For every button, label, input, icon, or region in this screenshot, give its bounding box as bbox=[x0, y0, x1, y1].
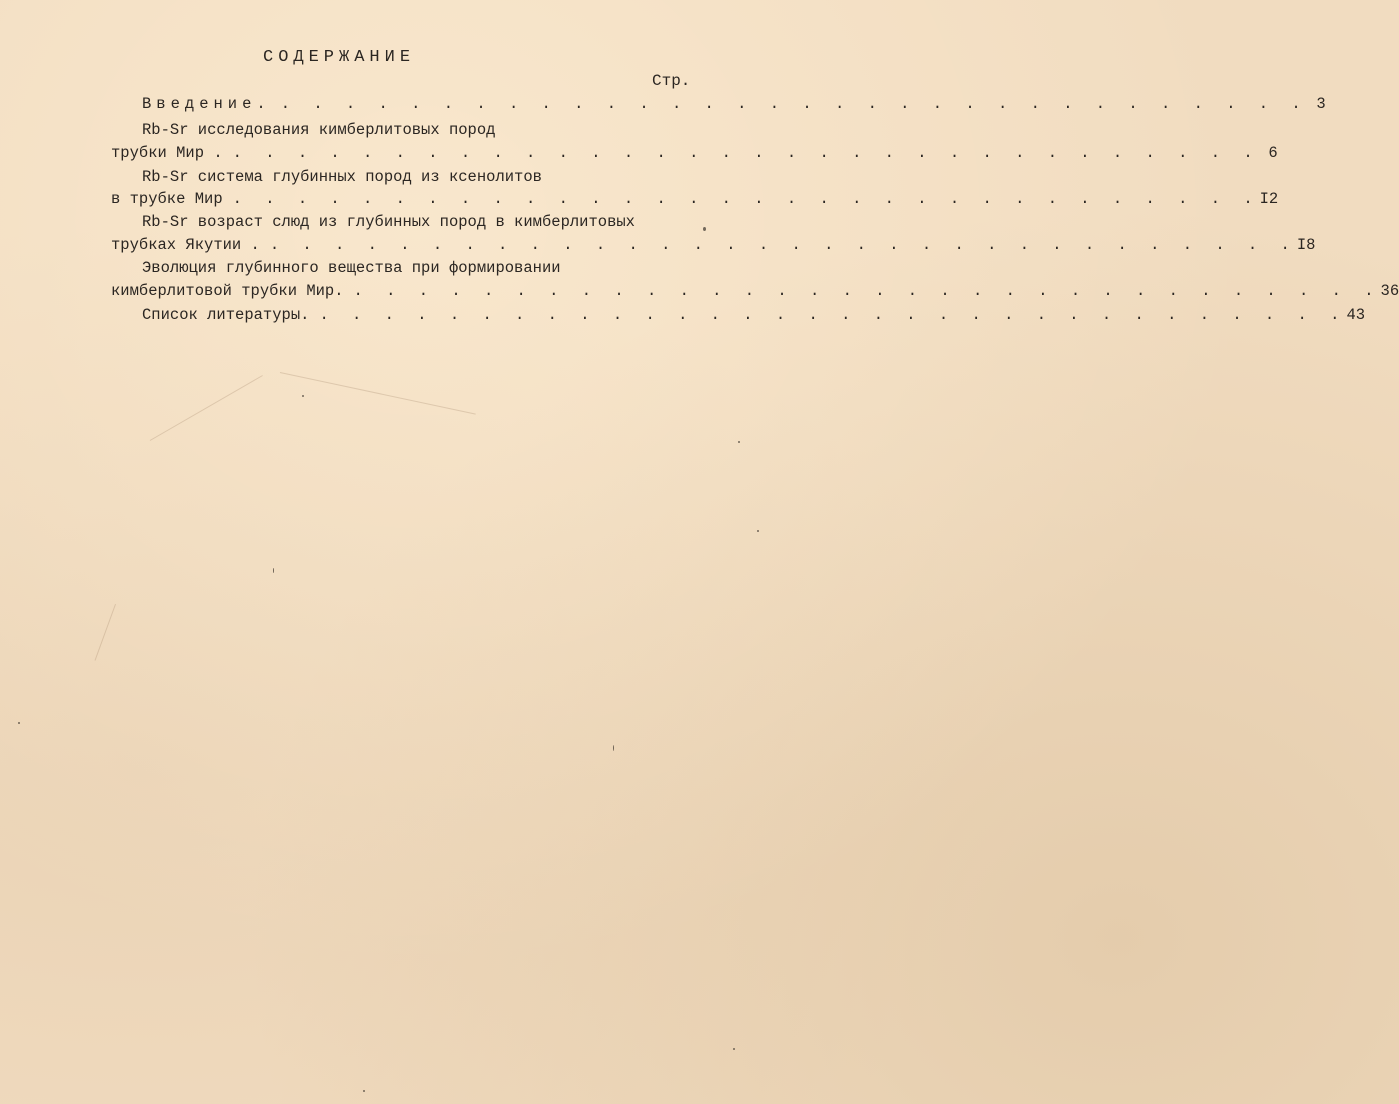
paper-speck bbox=[18, 722, 20, 724]
toc-entry-evolution-line1 bbox=[142, 259, 686, 281]
toc-entry-title-cont: трубках Якутии . bbox=[111, 236, 260, 254]
paper-crease bbox=[150, 375, 263, 441]
dot-leader: . . . . . . . . . . . . . . . . . . . . . . . . . . . . . . . . bbox=[232, 190, 1260, 208]
toc-entry-references bbox=[142, 306, 1366, 328]
toc-entry-page: I8 bbox=[1296, 236, 1316, 254]
toc-entry-rbsr-micas-line1 bbox=[142, 213, 686, 235]
toc-entry-title: Эволюция глубинного вещества при формировании bbox=[142, 259, 561, 277]
toc-entry-title: Rb-Sr возраст слюд из глубинных пород в кимберлитовых bbox=[142, 213, 635, 231]
page-title: СОДЕРЖАНИЕ bbox=[263, 48, 416, 67]
toc-entry-title-cont: кимберлитовой трубки Мир. bbox=[111, 282, 344, 300]
dot-leader: . . . . . . . . . . . . . . . . . . . . . . . . . . . . . . . . bbox=[269, 236, 1297, 254]
paper-speck bbox=[738, 441, 740, 443]
paper-speck bbox=[613, 745, 614, 751]
toc-entry-rbsr-kimberlites-line2 bbox=[111, 144, 1278, 166]
page-column-header: Стр. bbox=[652, 72, 691, 90]
toc-entry-title: Список литературы. bbox=[142, 306, 310, 324]
toc-entry-evolution-line2 bbox=[111, 282, 1399, 304]
paper-crease bbox=[95, 604, 116, 661]
toc-entry-title-cont: трубки Мир . bbox=[111, 144, 223, 162]
toc-entry-title: Rb-Sr система глубинных пород из ксенолитов bbox=[142, 168, 542, 186]
toc-entry-title: Введение. bbox=[142, 95, 271, 113]
dot-leader: . . . . . . . . . . . . . . . . . . . . . . . . . . . . . . . . bbox=[280, 95, 1308, 113]
paper-speck bbox=[302, 395, 304, 397]
paper-speck bbox=[733, 1048, 735, 1050]
toc-entry-page: 36 bbox=[1380, 282, 1399, 300]
toc-entry-page: 43 bbox=[1346, 306, 1366, 324]
dot-leader: . . . . . . . . . . . . . . . . . . . . . . . . . . . . . . . . bbox=[353, 282, 1381, 300]
paper-crease bbox=[280, 372, 476, 415]
toc-entry-title-cont: в трубке Мир bbox=[111, 190, 223, 208]
toc-entry-page: 3 bbox=[1316, 95, 1326, 113]
toc-entry-rbsr-xenoliths-line1 bbox=[142, 168, 686, 190]
dot-leader: . . . . . . . . . . . . . . . . . . . . . . . . . . . . . . . . bbox=[232, 144, 1260, 162]
paper-speck bbox=[363, 1090, 365, 1092]
dot-leader: . . . . . . . . . . . . . . . . . . . . . . . . . . . . . . . . bbox=[319, 306, 1347, 324]
paper-speck bbox=[273, 568, 274, 573]
toc-entry-page: I2 bbox=[1259, 190, 1279, 208]
toc-entry-title: Rb-Sr исследования кимберлитовых пород bbox=[142, 121, 496, 139]
toc-entry-rbsr-xenoliths-line2 bbox=[111, 190, 1279, 212]
toc-entry-rbsr-micas-line2 bbox=[111, 236, 1316, 258]
toc-entry-introduction bbox=[142, 95, 1326, 117]
toc-entry-page: 6 bbox=[1268, 144, 1278, 162]
paper-speck bbox=[703, 227, 706, 231]
toc-entry-rbsr-kimberlites-line1 bbox=[142, 121, 686, 143]
paper-speck bbox=[757, 530, 759, 532]
